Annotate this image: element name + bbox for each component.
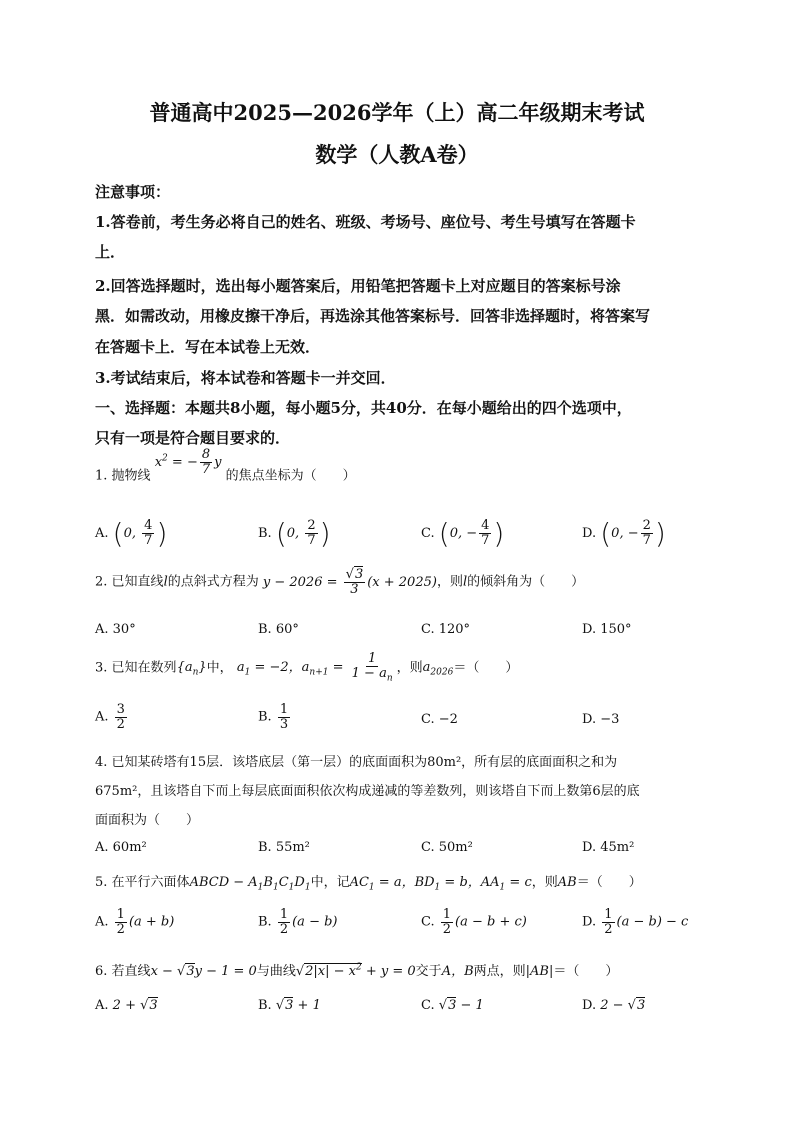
q5-option-d[interactable]: D. $\frac{1}{2}$ (a − b) − c <box>582 907 689 937</box>
question-6: 6. 若直线x − √3y − 1 = 0与曲线$√2|x| - x^2 + y = 0$交于A，B两点，则|AB|＝（ ） <box>95 962 619 979</box>
q4-option-d[interactable]: D. 45m² <box>582 840 635 855</box>
note-2-line-1: 2.回答选择题时，选出每小题答案后，用铅笔把答题卡上对应题目的答案标号涂 <box>95 277 621 295</box>
q2-option-d[interactable]: D. 150° <box>582 622 632 637</box>
q3-prefix: 已知在数列 <box>111 660 177 676</box>
q6-option-c[interactable]: C. √3 − 1 <box>421 998 484 1013</box>
note-2-line-2: 黑．如需改动，用橡皮擦干净后，再选涂其他答案标号．回答非选择题时，将答案写 <box>95 307 651 325</box>
q5-option-b[interactable]: B. $\frac{1}{2}$ (a − b) <box>258 907 338 937</box>
q2-prefix: 已知直线 <box>111 574 164 590</box>
q2-option-b[interactable]: B. 60° <box>258 622 299 637</box>
question-4-line-3: 面面积为（ ） <box>95 813 200 828</box>
q2-mid: 的点斜式方程为 <box>167 574 259 590</box>
note-1-line-1: 1.答卷前，考生务必将自己的姓名、班级、考场号、座位号、考生号填写在答题卡 <box>95 213 636 231</box>
section-heading-line-2: 只有一项是符合题目要求的． <box>95 429 291 447</box>
q2-option-c[interactable]: C. 120° <box>421 622 471 637</box>
q4-number: 4. <box>95 755 108 770</box>
q2-option-a[interactable]: A. 30° <box>95 622 136 637</box>
question-5: 5. 在平行六面体ABCD − $A_1B_1C_1D_1$中，记$AC_1 = a$，$BD_1 = b$，$AA_1 = c$，则AB＝（ ） <box>95 875 642 893</box>
q2-equation: y − 2026 = $\frac{√3}{3}$ (x + 2025) <box>262 567 437 597</box>
q2-end: 的倾斜角为（ ） <box>467 574 585 590</box>
note-2-line-3: 在答题卡上．写在本试卷上无效． <box>95 338 321 356</box>
q1-prefix: 抛物线 <box>111 468 151 484</box>
q6-option-b[interactable]: B. √3 + 1 <box>258 998 321 1013</box>
question-4-line-2: 675m²，且该塔自下而上每层底面面积依次构成递减的等差数列，则该塔自下而上数第6层的底 <box>95 784 640 799</box>
note-3: 3.考试结束后，将本试卷和答题卡一并交回． <box>95 369 396 387</box>
q6-option-a[interactable]: A. 2 + √3 <box>95 998 158 1013</box>
q1-option-c[interactable]: C. (0, − $\frac{4}{7}$ ) <box>421 517 505 550</box>
q6-number: 6. <box>95 964 108 979</box>
q3-end: ＝（ ） <box>453 660 519 676</box>
q3-option-c[interactable]: C. −2 <box>421 712 458 727</box>
q2-suffix: ，则 <box>436 574 463 590</box>
section-heading-line-1: 一、选择题：本题共8小题，每小题5分，共40分．在每小题给出的四个选项中， <box>95 399 632 417</box>
note-1-line-2: 上． <box>95 243 126 261</box>
q5-number: 5. <box>95 875 108 890</box>
q4-option-b[interactable]: B. 55m² <box>258 840 310 855</box>
q1-number: 1. <box>95 468 108 484</box>
q1-suffix: 的焦点坐标为（ ） <box>225 468 356 484</box>
q1-option-d[interactable]: D. (0, − $\frac{2}{7}$ ) <box>582 517 666 550</box>
q3-option-d[interactable]: D. −3 <box>582 712 620 727</box>
question-1 <box>95 447 356 490</box>
q3-suffix: ，则 <box>396 660 423 676</box>
q1-option-a[interactable]: A. (0, $\frac{4}{7}$ ) <box>95 517 168 550</box>
q3-number: 3. <box>95 660 108 676</box>
q1-option-b[interactable]: B. (0, $\frac{2}{7}$ ) <box>258 517 331 550</box>
question-3: 3. 已知在数列$\{a_n\}$中， $a_1 = -2$，$a_{n+1}$ = $\frac{1}{1 - a_n}$ ，则$a_{2026}=$（ ） <box>95 651 519 684</box>
question-4-line-1: 4. 已知某砖塔有15层．该塔底层（第一层）的底面面积为80m²，所有层的底面面积之和为 <box>95 755 618 770</box>
q3-option-a[interactable]: A. $\frac{3}{2}$ <box>95 702 125 732</box>
q4-option-a[interactable]: A. 60m² <box>95 840 147 855</box>
q3-option-b[interactable]: B. $\frac{1}{3}$ <box>258 702 289 732</box>
q5-option-a[interactable]: A. $\frac{1}{2}$ (a + b) <box>95 907 175 937</box>
exam-title: 普通高中2025—2026学年（上）高二年级期末考试 <box>149 100 645 125</box>
q4-option-c[interactable]: C. 50m² <box>421 840 473 855</box>
q1-equation: $x^2$ = − $\frac{8}{7}$ y <box>154 447 222 477</box>
question-2: 2. 已知直线l的点斜式方程为 y − 2026 = $\frac{√3}{3}$ (x + 2025)，则l的倾斜角为（ ） <box>95 567 585 597</box>
q5-option-c[interactable]: C. $\frac{1}{2}$ (a − b + c) <box>421 907 527 937</box>
q3-mid: 中， <box>206 660 233 676</box>
exam-subtitle: 数学（人教A卷） <box>315 142 479 167</box>
q2-number: 2. <box>95 574 108 590</box>
q6-option-d[interactable]: D. 2 − √3 <box>582 998 646 1013</box>
notes-heading: 注意事项： <box>95 183 171 201</box>
q3-equation: $a_1 = -2$，$a_{n+1}$ = $\frac{1}{1 - a_n}$ <box>236 651 393 684</box>
